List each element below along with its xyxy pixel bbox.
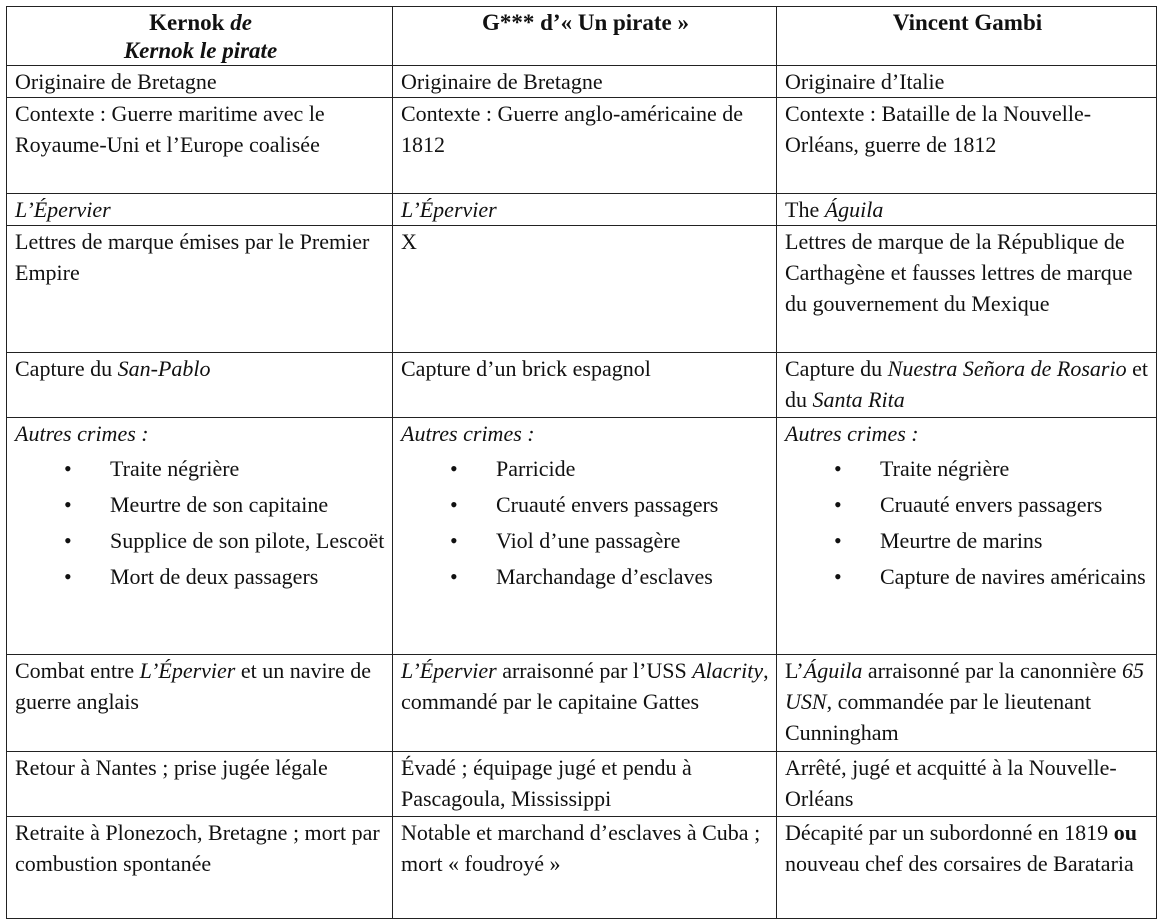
cell-end-kernok: Retraite à Plonezoch, Bretagne ; mort par combustion spontanée [7,817,393,919]
combat-text-pirate-a: arraisonné par l’USS [496,658,693,683]
bullet-icon: • [64,564,72,589]
combat-ship-pirate: L’Épervier [401,658,497,683]
cell-combat-pirate [393,655,777,752]
cell-combat-gambi [777,655,1157,752]
header-kernok-name: Kernok [149,10,231,35]
capture-ship2-gambi: Santa Rita [812,387,905,412]
bullet-icon: • [834,492,842,517]
crime-label: Capture de navires américains [880,564,1146,589]
cell-letters-kernok: Lettres de marque émises par le Premier Empire [7,226,393,353]
row-ship [7,194,1157,226]
bullet-icon: • [834,564,842,589]
crimes-heading-pirate: Autres crimes : [401,421,535,446]
cell-letters-gambi: Lettres de marque de la République de Carthagène et fausses lettres de marque du gouvernement du Mexique [777,226,1157,353]
cell-capture-kernok [7,353,393,418]
cell-origin-pirate: Originaire de Bretagne [393,66,777,98]
capture-text-gambi: Capture du [785,356,888,381]
bullet-icon: • [450,456,458,481]
header-gambi [777,7,1157,66]
cell-fate-pirate: Évadé ; équipage jugé et pendu à Pascagoula, Mississippi [393,752,777,817]
cell-fate-kernok: Retour à Nantes ; prise jugée légale [7,752,393,817]
header-pirate [393,7,777,66]
list-item [450,489,770,520]
cell-crimes-kernok [7,418,393,655]
combat-text-kernok-a: Combat entre [15,658,140,683]
cell-capture-gambi [777,353,1157,418]
list-item [450,561,770,592]
crime-label: Cruauté envers passagers [496,492,719,517]
end-or-gambi: ou [1113,820,1137,845]
header-kernok [7,7,393,66]
capture-ship-kernok: San-Pablo [117,356,211,381]
bullet-icon: • [450,564,458,589]
crimes-heading-kernok: Autres crimes : [15,421,149,446]
bullet-icon: • [64,492,72,517]
crime-label: Supplice de son pilote, Lescoët [110,528,385,553]
ship-name-gambi: Águila [824,197,884,222]
bullet-icon: • [450,492,458,517]
list-item [834,453,1150,484]
list-item [64,489,386,520]
crime-label: Parricide [496,456,576,481]
combat-text-kernok-b: et un navire de guerre anglais [15,658,371,714]
cell-combat-kernok [7,655,393,752]
crime-label: Cruauté envers passagers [880,492,1103,517]
comparison-table [6,6,1157,919]
combat-text-gambi-a: arraisonné par la canonnière [862,658,1123,683]
combat-ship-kernok: L’Épervier [139,658,236,683]
header-gambi-label: Vincent Gambi [892,10,1043,35]
cell-context-kernok: Contexte : Guerre maritime avec le Royaume-Uni et l’Europe coalisée [7,98,393,194]
crime-label: Meurtre de marins [880,528,1043,553]
header-kernok-work: Kernok le pirate [123,38,278,63]
cell-ship-kernok [7,194,393,226]
row-origin [7,66,1157,98]
crimes-heading-gambi: Autres crimes : [785,421,919,446]
row-context [7,98,1157,194]
cell-letters-pirate: X [393,226,777,353]
cell-origin-gambi: Originaire d’Italie [777,66,1157,98]
crime-label: Viol d’une passagère [496,528,681,553]
combat-gunboat-gambi: 65 USN [785,658,1145,714]
crime-label: Meurtre de son capitaine [110,492,329,517]
combat-text-gambi-b: , commandée par le lieutenant Cunningham [785,689,1092,745]
bullet-icon: • [834,528,842,553]
capture-and-gambi: et du [785,356,1148,412]
list-item [450,453,770,484]
crime-label: Marchandage d’esclaves [496,564,713,589]
list-item [834,489,1150,520]
bullet-icon: • [64,456,72,481]
crime-label: Traite négrière [880,456,1010,481]
bullet-icon: • [834,456,842,481]
cell-context-pirate: Contexte : Guerre anglo-américaine de 1812 [393,98,777,194]
ship-name-kernok: L’Épervier [15,197,111,222]
cell-end-pirate: Notable et marchand d’esclaves à Cuba ; mort « foudroyé » [393,817,777,919]
header-kernok-de: de [230,10,252,35]
cell-context-gambi: Contexte : Bataille de la Nouvelle-Orléans, guerre de 1812 [777,98,1157,194]
end-text-gambi-a: Décapité par un subordonné en 1819 [785,820,1114,845]
combat-ship-gambi: Águila [803,658,863,683]
row-letters [7,226,1157,353]
crimes-list-gambi [785,453,1150,592]
cell-ship-gambi [777,194,1157,226]
header-row [7,7,1157,66]
list-item [64,525,386,556]
cell-crimes-gambi [777,418,1157,655]
comparison-document [6,6,1156,919]
capture-ship1-gambi: Nuestra Señora de Rosario [887,356,1127,381]
list-item [64,561,386,592]
row-end [7,817,1157,919]
cell-end-gambi [777,817,1157,919]
crime-label: Traite négrière [110,456,240,481]
list-item [834,561,1150,592]
bullet-icon: • [64,528,72,553]
combat-uss-pirate: Alacrity [692,658,764,683]
list-item [64,453,386,484]
cell-fate-gambi: Arrêté, jugé et acquitté à la Nouvelle-Orléans [777,752,1157,817]
cell-capture-pirate: Capture d’un brick espagnol [393,353,777,418]
combat-text-pirate-b: , commandé par le capitaine Gattes [401,658,769,714]
ship-article-gambi: The [785,197,825,222]
row-fate [7,752,1157,817]
crimes-list-kernok [15,453,386,592]
row-combat [7,655,1157,752]
cell-origin-kernok: Originaire de Bretagne [7,66,393,98]
header-pirate-label: G*** d’« Un pirate » [482,10,689,35]
capture-text-kernok: Capture du [15,356,118,381]
bullet-icon: • [450,528,458,553]
row-crimes [7,418,1157,655]
list-item [450,525,770,556]
cell-crimes-pirate [393,418,777,655]
row-capture [7,353,1157,418]
combat-article-gambi: L’ [785,658,804,683]
ship-name-pirate: L’Épervier [401,197,497,222]
end-text-gambi-b: nouveau chef des corsaires de Barataria [785,851,1134,876]
list-item [834,525,1150,556]
cell-ship-pirate [393,194,777,226]
crime-label: Mort de deux passagers [110,564,319,589]
crimes-list-pirate [401,453,770,592]
